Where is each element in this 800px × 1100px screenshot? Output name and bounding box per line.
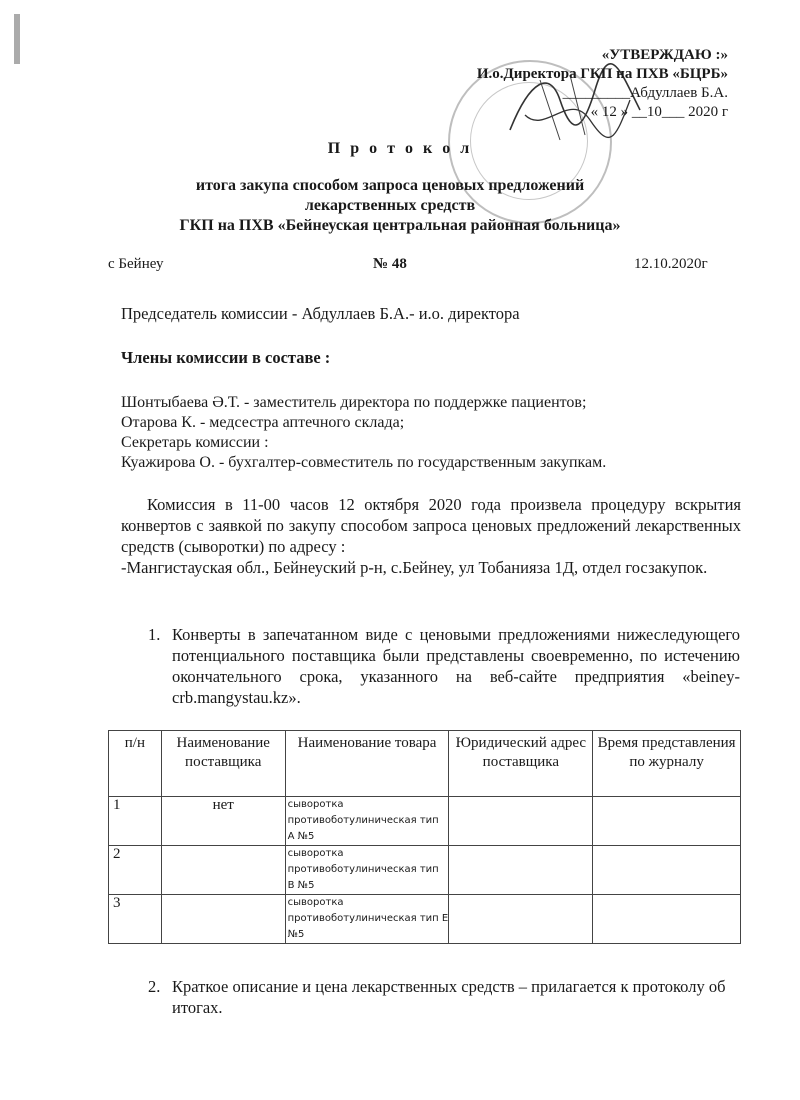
- meta-date: 12.10.2020г: [634, 256, 708, 272]
- document-title: П р о т о к о л: [327, 140, 473, 157]
- subtitle-line-1: итога закупа способом запроса ценовых предложений: [195, 177, 585, 194]
- subtitle-line-3: ГКП на ПХВ «Бейнеуская центральная районная больница»: [179, 217, 621, 234]
- list-item-number: 2.: [148, 977, 161, 996]
- suppliers-table: [108, 730, 741, 944]
- cell-goods: сыворотка противоботулиническая тип А №5: [285, 797, 449, 846]
- cell-number: 3: [109, 895, 162, 944]
- approval-line-4: « 12 » __10___ 2020 г: [590, 104, 728, 120]
- approval-block: [408, 46, 728, 122]
- cell-supplier: [161, 895, 285, 944]
- list-item: [148, 976, 740, 1018]
- meta-place: с Бейнеу: [108, 256, 164, 272]
- header-number: п/н: [109, 731, 162, 797]
- paragraph-address: -Мангистауская обл., Бейнеуский р-н, с.Бейнеу, ул Тобанияза 1Д, отдел госзакупок.: [121, 558, 708, 577]
- table-row: [109, 846, 741, 895]
- list-item-text: Конверты в запечатанном виде с ценовыми предложениями нижеследующего потенциального поставщика были представлены своевременно, по истечению окончательного срока, указанного на веб-сайте предприятия «beiney-crb.mangystau.kz».: [172, 625, 740, 707]
- cell-time: [593, 895, 741, 944]
- approval-line-2: И.о.Директора ГКП на ПХВ «БЦРБ»: [476, 66, 728, 82]
- list-item-text: Краткое описание и цена лекарственных средств – прилагается к протоколу об итогах.: [172, 977, 726, 1017]
- list-item: [148, 624, 740, 708]
- cell-supplier: [161, 846, 285, 895]
- document-subtitle: [0, 176, 800, 236]
- cell-supplier: нет: [161, 797, 285, 846]
- table-row: [109, 895, 741, 944]
- approval-line-1: «УТВЕРЖДАЮ :»: [601, 47, 728, 63]
- cell-time: [593, 846, 741, 895]
- secretary-heading: Секретарь комиссии :: [121, 434, 269, 451]
- cell-goods: сыворотка противоботулиническая тип Е №5: [285, 895, 449, 944]
- header-address: Юридический адрес поставщика: [449, 731, 593, 797]
- commission-paragraph: [121, 494, 741, 578]
- meta-number: № 48: [373, 256, 407, 272]
- cell-goods: сыворотка противоботулиническая тип В №5: [285, 846, 449, 895]
- header-goods: Наименование товара: [285, 731, 449, 797]
- table-header-row: [109, 731, 741, 797]
- members-heading: Члены комиссии в составе :: [121, 348, 331, 367]
- table-row: [109, 797, 741, 846]
- cell-address: [449, 895, 593, 944]
- chairman-line: Председатель комиссии - Абдуллаев Б.А.- и.о. директора: [121, 304, 520, 323]
- paragraph-opening: Комиссия в 11-00 часов 12 октября 2020 года произвела процедуру вскрытия конвертов с заявкой по закупу способом запроса ценовых предложений лекарственных средств (сыворотки) по адресу :: [121, 495, 741, 556]
- member-line-1: Шонтыбаева Ә.Т. - заместитель директора по поддержке пациентов;: [121, 394, 587, 411]
- subtitle-line-2: лекарственных средств: [304, 197, 476, 214]
- cell-time: [593, 797, 741, 846]
- header-supplier: Наименование поставщика: [161, 731, 285, 797]
- list-item-number: 1.: [148, 625, 161, 644]
- member-line-2: Отарова К. - медсестра аптечного склада;: [121, 414, 405, 431]
- header-time: Время представления по журналу: [593, 731, 741, 797]
- scan-mark: [14, 14, 20, 64]
- cell-address: [449, 846, 593, 895]
- approval-line-3: _________Абдуллаев Б.А.: [562, 85, 728, 101]
- cell-address: [449, 797, 593, 846]
- member-line-3: Куажирова О. - бухгалтер-совместитель по государственным закупкам.: [121, 454, 607, 471]
- cell-number: 2: [109, 846, 162, 895]
- cell-number: 1: [109, 797, 162, 846]
